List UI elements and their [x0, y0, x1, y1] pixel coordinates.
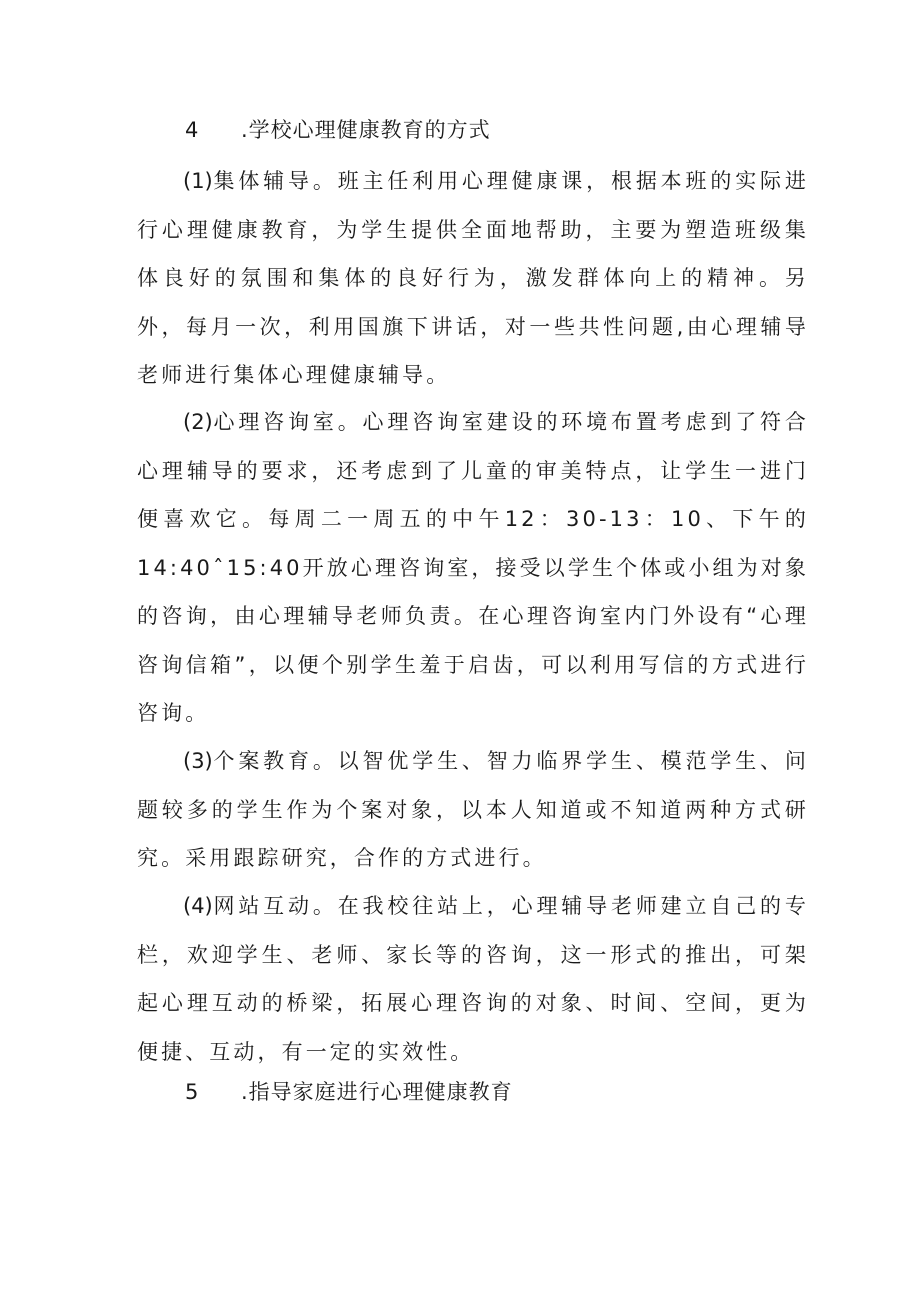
- paragraph-text: 集体辅导。班主任利用心理健康课，根据本班的实际进行心理健康教育，为学生提供全面地帮助，主要为塑造班级集体良好的氛围和集体的良好行为，激发群体向上的精神。另外，每月一次，利用国旗下讲话，对一些共性问题,由心理辅导老师进行集体心理健康辅导。: [137, 169, 809, 387]
- paragraph-case-education: [137, 737, 809, 883]
- paragraph-marker: (4): [183, 894, 213, 918]
- paragraph-marker: (3): [183, 749, 213, 773]
- section-heading-4: [185, 115, 491, 145]
- paragraph-counseling-room: [137, 398, 809, 738]
- paragraph-marker: (2): [183, 410, 213, 434]
- section-number: 4: [185, 118, 200, 142]
- section-heading-5: [185, 1077, 513, 1107]
- paragraph-marker: (1): [183, 169, 213, 193]
- paragraph-group-counseling: [137, 157, 809, 400]
- paragraph-text: 心理咨询室。心理咨询室建设的环境布置考虑到了符合心理辅导的要求，还考虑到了儿童的审美特点，让学生一进门便喜欢它。每周二一周五的中午12：30-13：10、下午的14:40ˆ15:40开放心理咨询室，接受以学生个体或小组为对象的咨询，由心理辅导老师负责。在心理咨询室内门外设有“心理咨询信箱”，以便个别学生羞于启齿，可以利用写信的方式进行咨询。: [137, 410, 809, 725]
- paragraph-text: 个案教育。以智优学生、智力临界学生、模范学生、问题较多的学生作为个案对象，以本人知道或不知道两种方式研究。采用跟踪研究，合作的方式进行。: [137, 749, 809, 870]
- paragraph-website-interaction: [137, 882, 809, 1076]
- section-title: .指导家庭进行心理健康教育: [241, 1080, 513, 1104]
- paragraph-text: 网站互动。在我校往站上，心理辅导老师建立自己的专栏，欢迎学生、老师、家长等的咨询，这一形式的推出，可架起心理互动的桥梁，拓展心理咨询的对象、时间、空间，更为便捷、互动，有一定的实效性。: [137, 894, 809, 1064]
- section-number: 5: [185, 1080, 200, 1104]
- section-title: .学校心理健康教育的方式: [241, 118, 491, 142]
